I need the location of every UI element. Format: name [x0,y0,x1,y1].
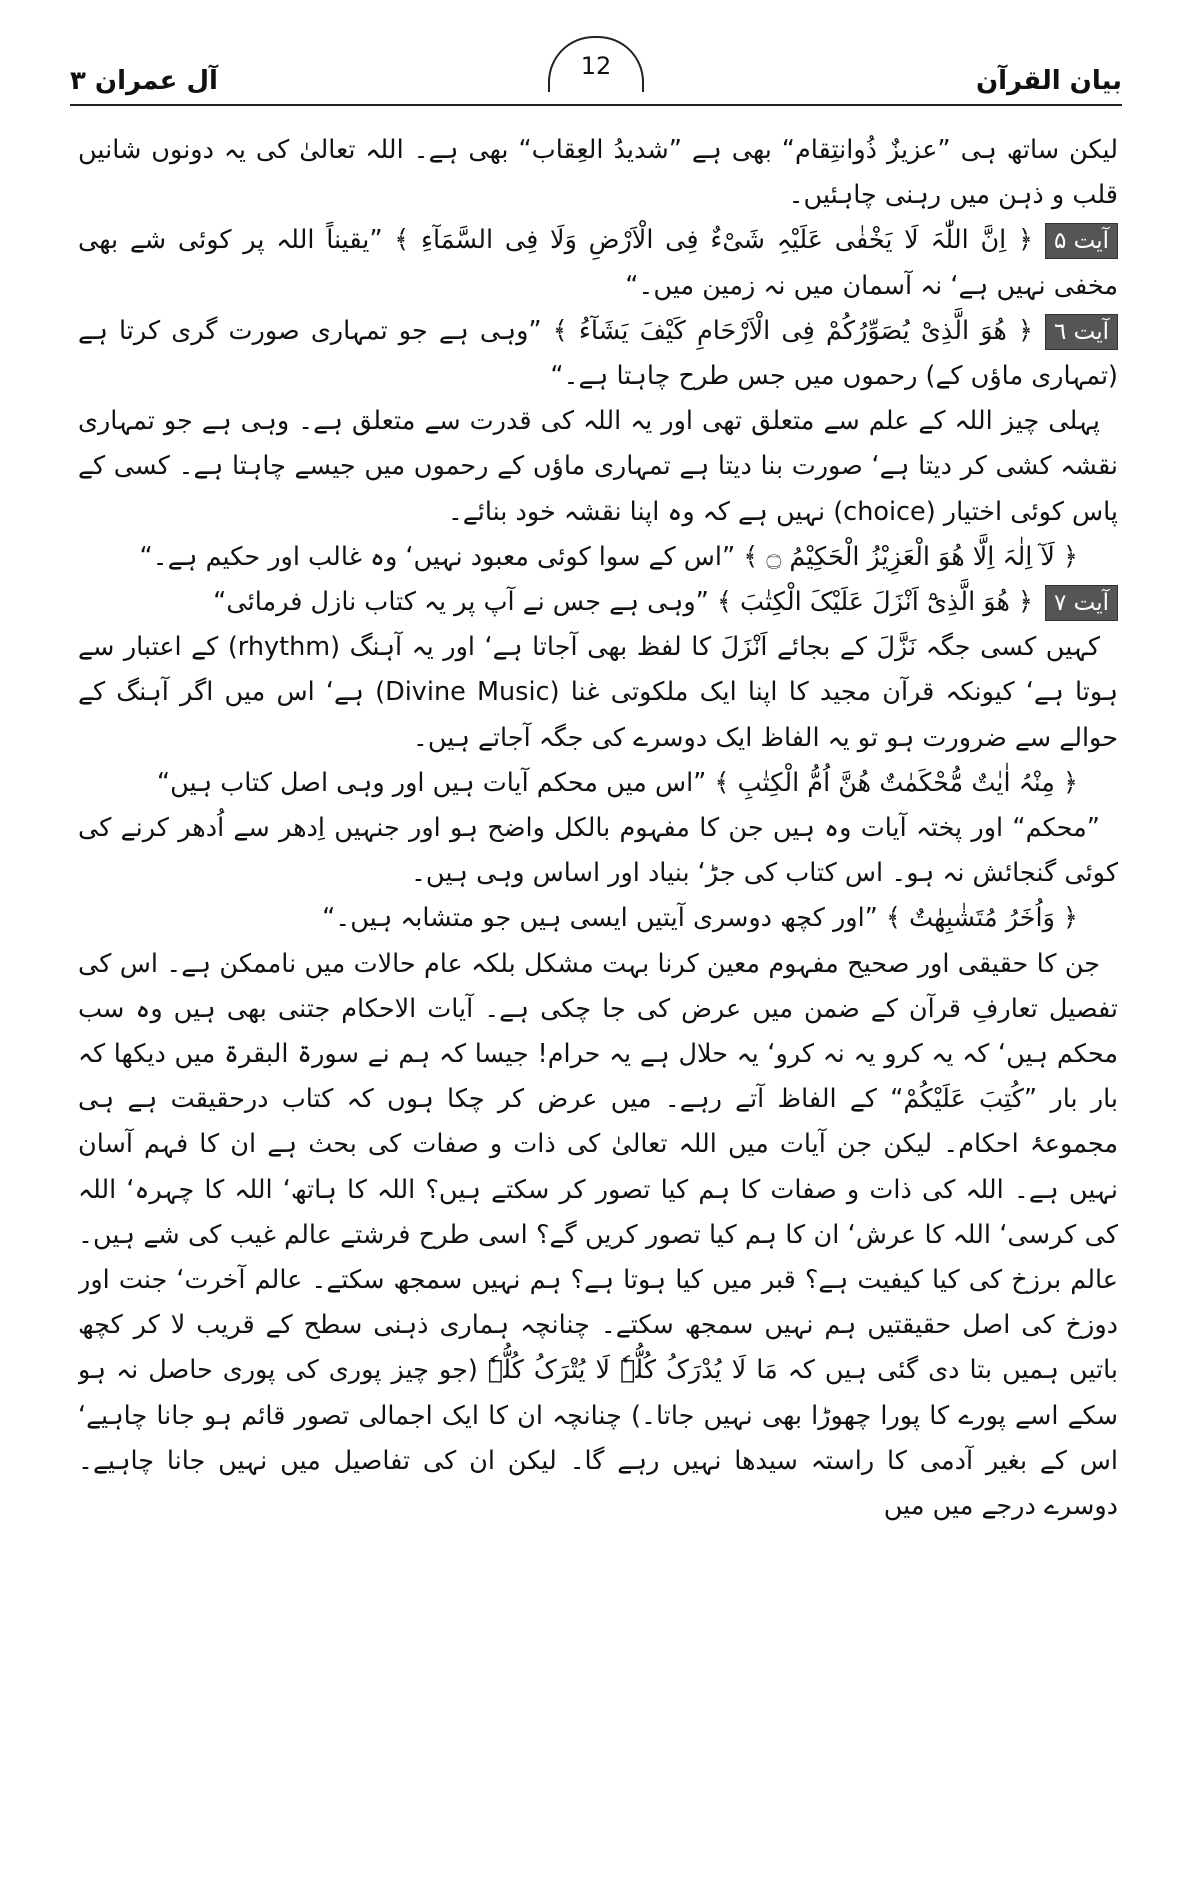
book-title: بیان القرآن [975,66,1122,96]
paragraph: ”محکم“ اور پختہ آیات وہ ہیں جن کا مفہوم بالکل واضح ہو اور جنہیں اِدھر سے اُدھر کرنے کی کوئی گنجائش نہ ہو۔ اس کتاب کی جڑ‘ بنیاد اور اساس وہی ہیں۔ [78,813,1118,889]
paragraph: ﴿ مِنْہُ اٰیٰتٌ مُّحْکَمٰتٌ ھُنَّ اُمُّ الْکِتٰبِ ﴾ ”اس میں محکم آیات ہیں اور وہی اصل کتاب ہیں“ [156,767,1078,798]
paragraph: پہلی چیز اللہ کے علم سے متعلق تھی اور یہ اللہ کی قدرت سے متعلق ہے۔ وہی ہے جو تمہاری نقشہ کشی کر دیتا ہے‘ صورت بنا دیتا ہے تمہاری ماؤں کے رحموں میں جیسے چاہتا ہے۔ کسی کے پاس کوئی اختیار (choice) نہیں ہے کہ وہ اپنا نقشہ خود بنائے۔ [78,406,1118,527]
page-number-frame [548,36,644,92]
paragraph: جن کا حقیقی اور صحیح مفہوم معین کرنا بہت مشکل بلکہ عام حالات میں ناممکن ہے۔ اس کی تفصیل تعارفِ قرآن کے ضمن میں عرض کی جا چکی ہے۔ آیات الاحکام جتنی بھی ہیں وہ سب محکم ہیں‘ کہ یہ کرو یہ نہ کرو‘ یہ حلال ہے یہ حرام! جیسا کہ ہم نے سورۃ البقرۃ میں دیکھا کہ بار بار ”کُتِبَ عَلَیْکُمْ“ کے الفاظ آتے رہے۔ میں عرض کر چکا ہوں کہ کتاب درحقیقت ہے ہی مجموعۂ احکام۔ لیکن جن آیات میں اللہ تعالیٰ کی ذات و صفات کی بحث ہے ان کا فہم آسان نہیں ہے۔ اللہ کی ذات و صفات کا ہم کیا تصور کر سکتے ہیں؟ اللہ کا ہاتھ‘ اللہ کا چہرہ‘ اللہ کی کرسی‘ اللہ کا عرش‘ ان کا ہم کیا تصور کریں گے؟ اسی طرح فرشتے عالم غیب کی شے ہیں۔ عالم برزخ کی کیا کیفیت ہے؟ قبر میں کیا ہوتا ہے؟ ہم نہیں سمجھ سکتے۔ عالم آخرت‘ جنت اور دوزخ کی اصل حقیقتیں ہم نہیں سمجھ سکتے۔ چنانچہ ہماری ذہنی سطح کے قریب لا کر کچھ باتیں ہمیں بتا دی گئی ہیں کہ مَا لَا یُدْرَکُ کُلُّہٗ لَا یُتْرَکُ کُلُّہٗ (جو چیز پوری کی پوری حاصل نہ ہو سکے اسے پورے کا پورا چھوڑا بھی نہیں جاتا۔) چنانچہ ان کا ایک اجمالی تصور قائم ہو جانا چاہیے‘ اس کے بغیر آدمی کا راستہ سیدھا نہیں رہے گا۔ لیکن ان کی تفاصیل میں نہیں جانا چاہیے۔ دوسرے درجے میں میں [78,948,1118,1522]
ayah-badge: آیت ٦ [1045,314,1118,350]
paragraph: لیکن ساتھ ہی ”عزیزٌ ذُوانتِقام“ بھی ہے ”شدیدُ العِقاب“ بھی ہے۔ اللہ تعالیٰ کی یہ دونوں شانیں قلب و ذہن میں رہنی چاہئیں۔ [78,135,1118,211]
main-text [78,128,1118,1873]
paragraph: آیت ٦﴿ ھُوَ الَّذِیْ یُصَوِّرُکُمْ فِی الْاَرْحَامِ کَیْفَ یَشَآءُ ﴾ ”وہی ہے جو تمہاری صورت گری کرتا ہے (تمہاری ماؤں کے) رحموں میں جس طرح چاہتا ہے۔“ [78,315,1118,392]
page-header [70,52,1122,106]
page-number: 12 [580,52,612,80]
paragraph: کہیں کسی جگہ نَزَّلَ کے بجائے اَنْزَلَ کا لفظ بھی آجاتا ہے‘ اور یہ آہنگ (rhythm) کے اعتبار سے ہوتا ہے‘ کیونکہ قرآن مجید کا اپنا ایک ملکوتی غنا (Divine Music) ہے‘ اس میں اگر آہنگ کے حوالے سے ضرورت ہو تو یہ الفاظ ایک دوسرے کی جگہ آجاتے ہیں۔ [78,632,1118,753]
paragraph: ﴿ لَآ اِلٰہَ اِلَّا ھُوَ الْعَزِیْزُ الْحَکِیْمُ ۝ ﴾ ”اس کے سوا کوئی معبود نہیں‘ وہ غالب اور حکیم ہے۔“ [139,541,1078,572]
paragraph: آیت ۵﴿ اِنَّ اللّٰہَ لَا یَخْفٰی عَلَیْہِ شَیْءٌ فِی الْاَرْضِ وَلَا فِی السَّمَآءِ ﴾ ”یقیناً اللہ پر کوئی شے بھی مخفی نہیں ہے‘ نہ آسمان میں نہ زمین میں۔“ [78,225,1118,301]
ayah-badge: آیت ۵ [1045,223,1118,259]
surah-name: آل عمران ۳ [70,66,218,96]
paragraph: آیت ۷﴿ ھُوَ الَّذِیْٓ اَنْزَلَ عَلَیْکَ الْکِتٰبَ ﴾ ”وہی ہے جس نے آپ پر یہ کتاب نازل فرمائی“ [78,580,1118,625]
paragraph: ﴿ وَاُخَرُ مُتَشٰبِھٰتٌ ﴾ ”اور کچھ دوسری آیتیں ایسی ہیں جو متشابہ ہیں۔“ [322,903,1078,934]
ayah-badge: آیت ۷ [1045,585,1118,621]
